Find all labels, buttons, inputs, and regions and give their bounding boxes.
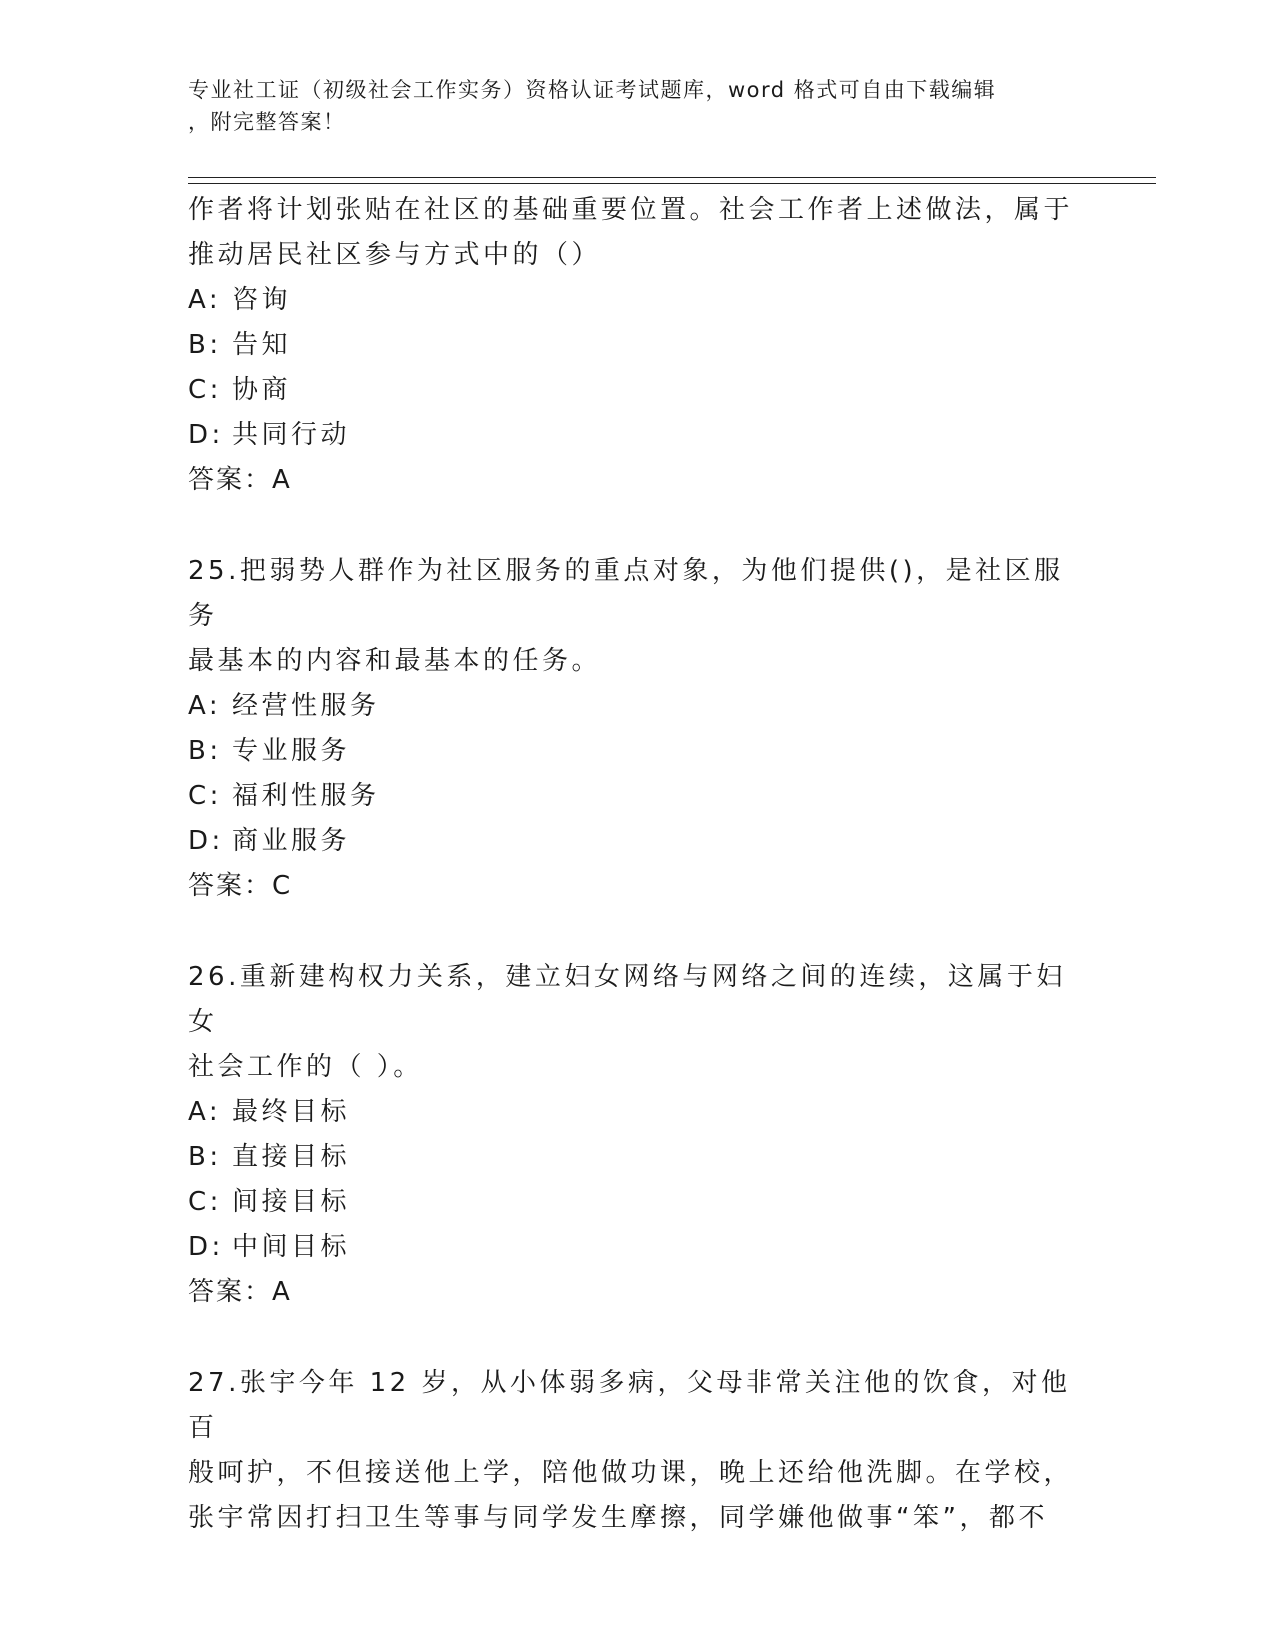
option-letter: A: bbox=[188, 691, 222, 721]
option-c bbox=[188, 368, 1088, 413]
question-stem-line: 27.张宇今年 12 岁，从小体弱多病，父母非常关注他的饮食，对他百 bbox=[188, 1368, 1071, 1443]
header-line-1: 专业社工证（初级社会工作实务）资格认证考试题库，word 格式可自由下载编辑 bbox=[188, 78, 997, 102]
question-stem-line: 26.重新建构权力关系，建立妇女网络与网络之间的连续，这属于妇女 bbox=[188, 962, 1066, 1037]
question-26 bbox=[188, 955, 1088, 1315]
option-text: 最终目标 bbox=[232, 1097, 351, 1127]
option-letter: A: bbox=[188, 285, 222, 315]
option-text: 专业服务 bbox=[232, 736, 351, 766]
question-stem-line: 推动居民社区参与方式中的（） bbox=[188, 240, 602, 270]
header-line-2: ，附完整答案！ bbox=[188, 110, 346, 134]
question-content bbox=[188, 188, 1088, 1541]
header-rule-top bbox=[188, 177, 1156, 178]
option-text: 经营性服务 bbox=[232, 691, 380, 721]
option-d bbox=[188, 1225, 1088, 1270]
option-c bbox=[188, 774, 1088, 819]
option-a bbox=[188, 684, 1088, 729]
question-block-continued bbox=[188, 188, 1088, 503]
answer-line: 答案：A bbox=[188, 465, 292, 495]
option-b bbox=[188, 1135, 1088, 1180]
option-text: 咨询 bbox=[232, 285, 292, 315]
option-d bbox=[188, 819, 1088, 864]
option-text: 告知 bbox=[232, 330, 292, 360]
option-d bbox=[188, 413, 1088, 458]
option-c bbox=[188, 1180, 1088, 1225]
question-stem-line: 般呵护，不但接送他上学，陪他做功课，晚上还给他洗脚。在学校， bbox=[188, 1458, 1074, 1488]
option-letter: A: bbox=[188, 1097, 222, 1127]
option-letter: D: bbox=[188, 826, 224, 856]
option-a bbox=[188, 1090, 1088, 1135]
question-stem-line: 张宇常因打扫卫生等事与同学发生摩擦，同学嫌他做事“笨”，都不 bbox=[188, 1503, 1048, 1533]
option-letter: B: bbox=[188, 1142, 222, 1172]
question-stem-line: 最基本的内容和最基本的任务。 bbox=[188, 646, 602, 676]
option-letter: B: bbox=[188, 330, 222, 360]
option-letter: D: bbox=[188, 1232, 224, 1262]
question-stem-line: 25.把弱势人群作为社区服务的重点对象，为他们提供()，是社区服务 bbox=[188, 556, 1064, 631]
option-text: 福利性服务 bbox=[232, 781, 380, 811]
document-header bbox=[188, 74, 1088, 138]
answer-line: 答案：C bbox=[188, 871, 293, 901]
option-text: 间接目标 bbox=[232, 1187, 351, 1217]
option-text: 直接目标 bbox=[232, 1142, 351, 1172]
option-letter: D: bbox=[188, 420, 224, 450]
option-text: 共同行动 bbox=[232, 420, 351, 450]
option-a bbox=[188, 278, 1088, 323]
answer-line: 答案：A bbox=[188, 1277, 292, 1307]
option-text: 协商 bbox=[232, 375, 292, 405]
question-27 bbox=[188, 1361, 1088, 1541]
option-text: 商业服务 bbox=[232, 826, 351, 856]
question-25 bbox=[188, 549, 1088, 909]
option-letter: C: bbox=[188, 375, 222, 405]
option-letter: C: bbox=[188, 781, 222, 811]
option-b bbox=[188, 729, 1088, 774]
option-b bbox=[188, 323, 1088, 368]
option-letter: B: bbox=[188, 736, 222, 766]
option-text: 中间目标 bbox=[232, 1232, 351, 1262]
question-stem-line: 作者将计划张贴在社区的基础重要位置。社会工作者上述做法，属于 bbox=[188, 195, 1074, 225]
question-stem-line: 社会工作的（ ）。 bbox=[188, 1052, 423, 1082]
header-rule-bottom bbox=[188, 183, 1156, 184]
option-letter: C: bbox=[188, 1187, 222, 1217]
